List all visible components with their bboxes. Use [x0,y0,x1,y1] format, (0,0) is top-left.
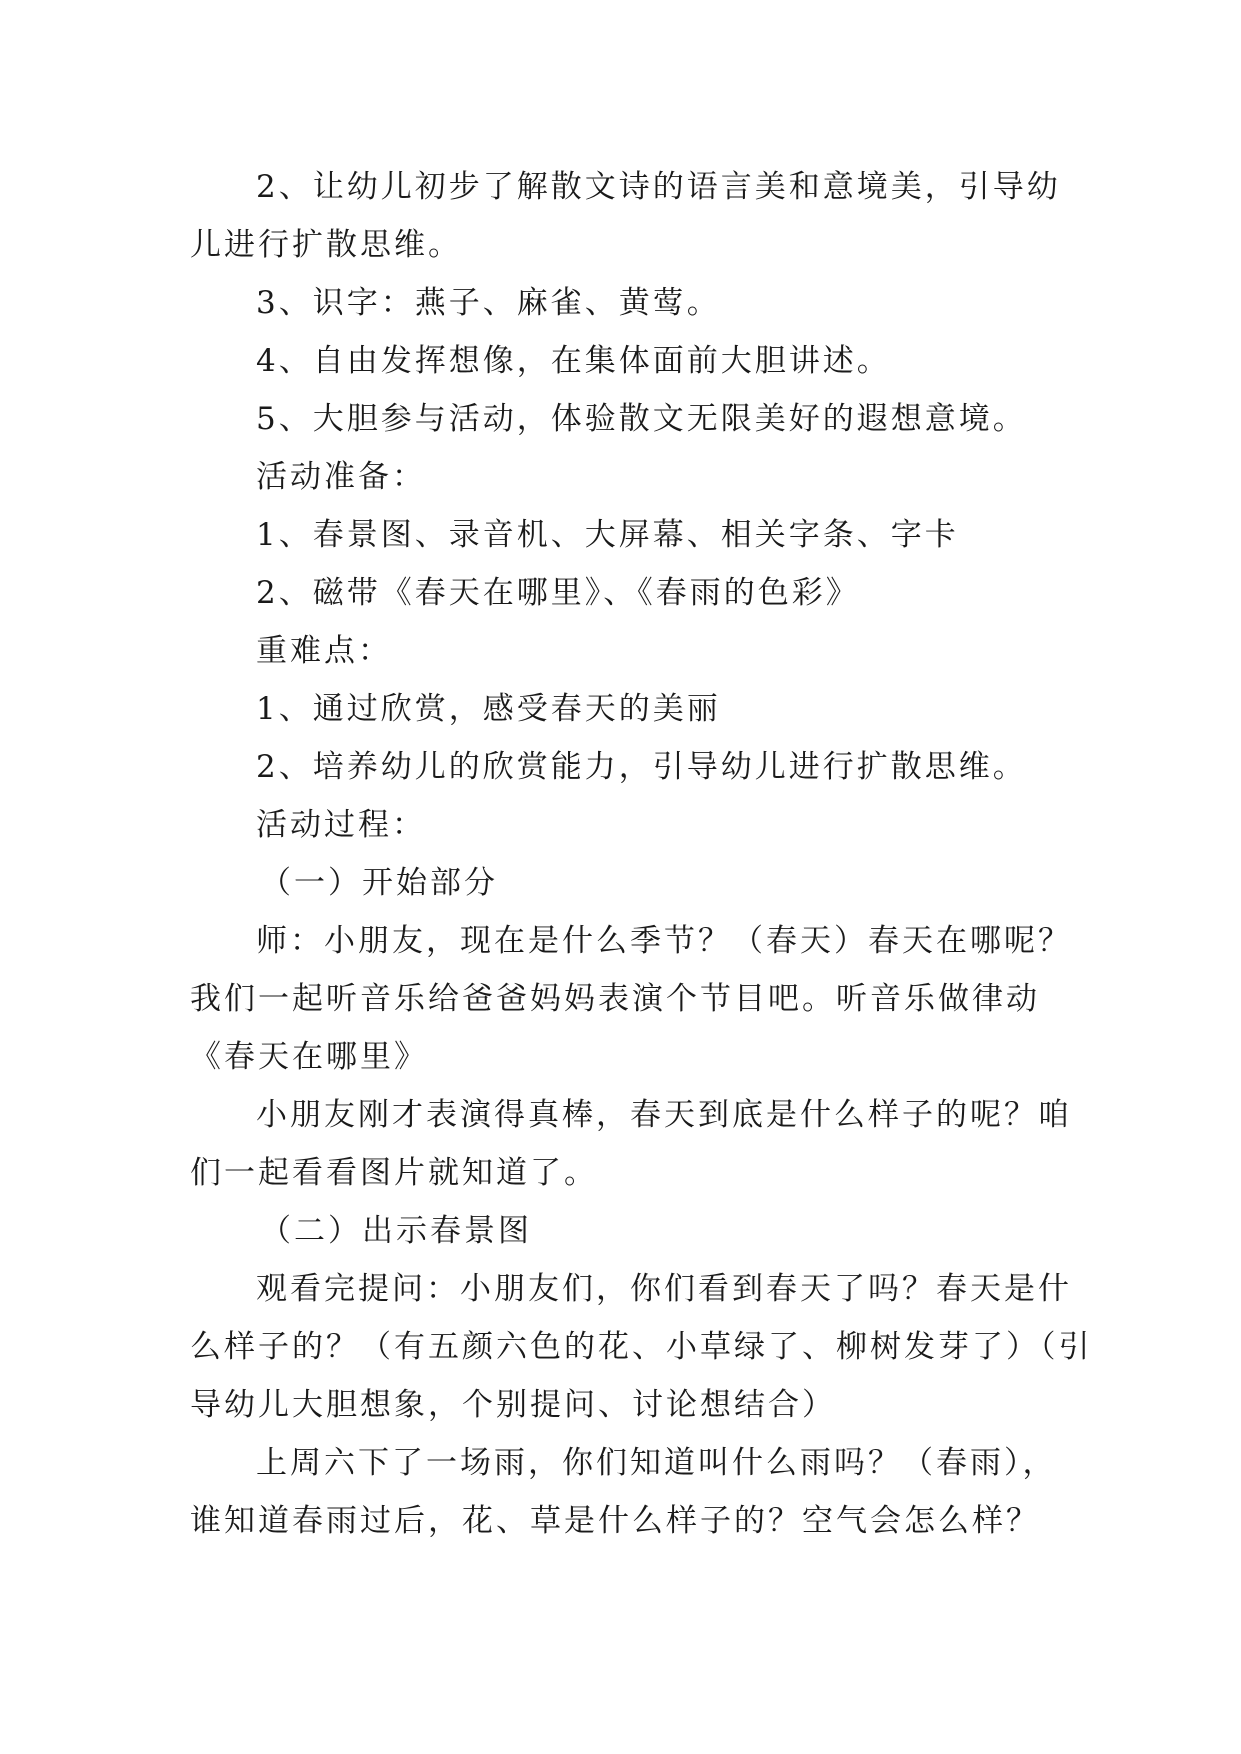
section-heading-process: 活动过程： [256,807,426,843]
process-paragraph-4-line-2: 谁知道春雨过后，花、草是什么样子的？空气会怎么样？ [190,1503,1040,1539]
process-step-1-heading: （一）开始部分 [260,865,498,901]
document-body [190,158,1093,1550]
process-step-2-heading: （二）出示春景图 [260,1213,532,1249]
process-paragraph-1-line-3: 《春天在哪里》 [190,1039,428,1075]
section-heading-key-points: 重难点： [256,633,392,669]
goal-4: 4、自由发挥想像，在集体面前大胆讲述。 [256,343,891,379]
key-point-1: 1、通过欣赏，感受春天的美丽 [256,691,721,727]
goal-3: 3、识字：燕子、麻雀、黄莺。 [256,285,721,321]
preparation-item-1: 1、春景图、录音机、大屏幕、相关字条、字卡 [256,517,959,553]
section-heading-preparation: 活动准备： [256,459,426,495]
process-paragraph-4-line-1: 上周六下了一场雨，你们知道叫什么雨吗？（春雨）， [256,1445,1057,1481]
goal-2-line-1: 2、让幼儿初步了解散文诗的语言美和意境美，引导幼 [256,169,1061,205]
process-paragraph-2-line-1: 小朋友刚才表演得真棒，春天到底是什么样子的呢？咱 [256,1097,1072,1133]
goal-5: 5、大胆参与活动，体验散文无限美好的遐想意境。 [256,401,1027,437]
process-paragraph-1-line-2: 我们一起听音乐给爸爸妈妈表演个节目吧。听音乐做律动 [190,981,1040,1017]
preparation-item-2: 2、磁带《春天在哪里》、《春雨的色彩》 [256,575,860,611]
process-paragraph-2-line-2: 们一起看看图片就知道了。 [190,1155,598,1191]
process-paragraph-3-line-1: 观看完提问：小朋友们，你们看到春天了吗？春天是什 [256,1271,1072,1307]
process-paragraph-1-line-1: 师：小朋友，现在是什么季节？（春天）春天在哪呢？ [256,923,1072,959]
process-paragraph-3-line-2: 么样子的？（有五颜六色的花、小草绿了、柳树发芽了）（引 [190,1329,1093,1365]
process-paragraph-3-line-3: 导幼儿大胆想象，个别提问、讨论想结合） [190,1387,836,1423]
goal-2-line-2: 儿进行扩散思维。 [190,227,462,263]
key-point-2: 2、培养幼儿的欣赏能力，引导幼儿进行扩散思维。 [256,749,1027,785]
